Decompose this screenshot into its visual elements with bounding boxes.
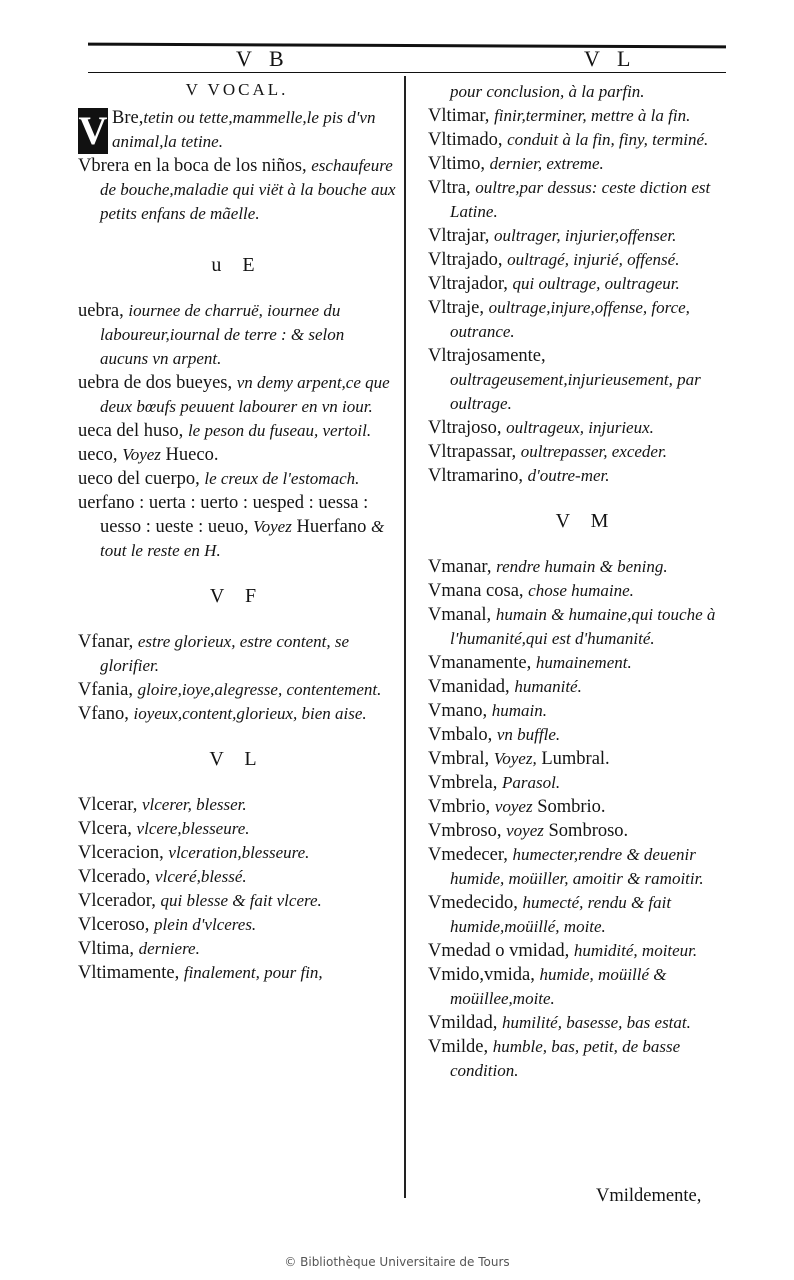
definition: ioyeux,content,glorieux, bien aise.	[133, 704, 367, 723]
dictionary-entry	[428, 440, 744, 464]
running-head-left: V B	[236, 46, 290, 71]
vl-entries-right	[428, 104, 744, 488]
copyright-footer: © Bibliothèque Universitaire de Tours	[284, 1255, 510, 1269]
headword: Vlceroso,	[78, 915, 150, 935]
headword: Vltrajado,	[428, 250, 503, 270]
definition: vlceré,blessé.	[155, 867, 247, 886]
entry-vbrera	[78, 154, 396, 226]
headword: Vmedad o vmidad,	[428, 941, 570, 961]
dictionary-entry	[78, 817, 396, 841]
dictionary-entry	[428, 128, 744, 152]
definition: estre glorieux, estre content, se glorifier.	[100, 632, 350, 675]
dictionary-entry	[428, 152, 744, 176]
section-heading-vf: V F	[209, 585, 265, 607]
definition: humide, moüillé & moüillee,moite.	[450, 965, 667, 1008]
headword: Vltrajar,	[428, 226, 490, 246]
headword: Vltra,	[428, 178, 471, 198]
dictionary-entry	[78, 793, 396, 817]
definition: gloire,ioye,alegresse, contentement.	[137, 680, 382, 699]
headword: Vmanamente,	[428, 653, 532, 673]
headword: Vmbrio,	[428, 797, 491, 817]
dictionary-entry	[428, 176, 744, 224]
running-head-right: V L	[584, 46, 637, 71]
headword: Vltraje,	[428, 298, 484, 318]
definition: finir,terminer, mettre à la fin.	[494, 106, 691, 125]
dictionary-entry	[78, 299, 396, 371]
headword: Vltimar,	[428, 106, 490, 126]
definition: voyez	[494, 797, 533, 816]
headword: Vlceracion,	[78, 843, 164, 863]
definition: oultrepasser, exceder.	[520, 442, 667, 461]
dictionary-entry	[78, 841, 396, 865]
headword: Vltrajoso,	[428, 418, 502, 438]
headword: Vmana cosa,	[428, 581, 524, 601]
headword: Vmedecer,	[428, 845, 508, 865]
vf-entries	[78, 630, 396, 726]
definition: oultrageux, injurieux.	[506, 418, 654, 437]
dictionary-entry	[428, 272, 744, 296]
definition: tetin ou tette,mammelle,le pis d'vn animal,la tetine.	[112, 108, 376, 151]
definition: d'outre-mer.	[527, 466, 610, 485]
definition: voyez	[506, 821, 544, 840]
definition: oultrageusement,injurieusement, par oultrage.	[450, 370, 701, 413]
definition: oultrager, injurier,offenser.	[494, 226, 677, 245]
catchword: Vmildemente,	[596, 1186, 702, 1206]
dictionary-entry	[78, 937, 396, 961]
headword: Vlcerar,	[78, 795, 138, 815]
dictionary-entry	[78, 702, 396, 726]
continuation-line	[428, 80, 744, 104]
definition: le creux de l'estomach.	[204, 469, 360, 488]
headword: uebra de dos bueyes,	[78, 373, 233, 393]
headword: Vmbroso,	[428, 821, 502, 841]
headword: Vmanidad,	[428, 677, 510, 697]
cross-reference: Lumbral.	[541, 749, 610, 769]
definition: humidité, moiteur.	[573, 941, 698, 960]
dictionary-entry	[428, 248, 744, 272]
dictionary-entry	[428, 675, 744, 699]
definition: qui blesse & fait vlcere.	[160, 891, 322, 910]
headword: Vfano,	[78, 704, 129, 724]
dictionary-entry	[428, 723, 744, 747]
headword: Vmanar,	[428, 557, 492, 577]
section-heading-ue: u E	[211, 254, 263, 276]
dictionary-entry	[428, 819, 744, 843]
headword: Vmildad,	[428, 1013, 498, 1033]
definition-extra: & tout le reste en H.	[100, 517, 385, 560]
section-heading-vl: V L	[209, 748, 265, 770]
definition: oultre,par dessus: ceste diction est Latine.	[450, 178, 711, 221]
dictionary-entry	[428, 795, 744, 819]
definition: humecter,rendre & deuenir humide, moüiller, amoitir & ramoitir.	[450, 845, 704, 888]
headword: Vmbrela,	[428, 773, 498, 793]
dictionary-entry	[428, 603, 744, 651]
headword: Vlcerador,	[78, 891, 156, 911]
definition: qui oultrage, oultrageur.	[512, 274, 680, 293]
definition: vlcerer, blesser.	[141, 795, 247, 814]
dictionary-entry	[78, 678, 396, 702]
definition: finalement, pour fin,	[183, 963, 323, 982]
dictionary-entry	[428, 344, 744, 416]
left-column	[78, 80, 396, 985]
definition: vlcere,blesseure.	[136, 819, 250, 838]
headword: Vltimamente,	[78, 963, 180, 983]
definition: pour conclusion, à la parfin.	[450, 82, 645, 101]
definition: Voyez	[122, 445, 161, 464]
dictionary-entry	[428, 1011, 744, 1035]
headword: Vlcerado,	[78, 867, 151, 887]
dictionary-entry	[428, 843, 744, 891]
definition: humble, bas, petit, de basse condition.	[450, 1037, 681, 1080]
definition: Voyez	[253, 517, 292, 536]
dictionary-entry	[428, 963, 744, 1011]
definition: humain.	[491, 701, 547, 720]
definition: Voyez,	[493, 749, 537, 768]
dictionary-entry	[428, 651, 744, 675]
dictionary-entry	[78, 371, 396, 419]
headword: ueco,	[78, 445, 118, 465]
definition: vn buffle.	[496, 725, 561, 744]
headword: Vbrera en la boca de los niños,	[78, 156, 307, 176]
dictionary-entry	[428, 1035, 744, 1083]
headword: Vltima,	[78, 939, 135, 959]
definition: dernier, extreme.	[489, 154, 604, 173]
dictionary-entry	[78, 443, 396, 467]
dictionary-entry	[428, 891, 744, 939]
dictionary-entry	[428, 464, 744, 488]
entry-vbre	[78, 106, 396, 154]
definition: humanité.	[514, 677, 582, 696]
dictionary-entry	[428, 939, 744, 963]
section-heading-v-vocal: V VOCAL.	[185, 80, 289, 99]
headword: Vfania,	[78, 680, 133, 700]
headword: Vltrajosamente,	[428, 346, 546, 366]
definition: Parasol.	[501, 773, 561, 792]
headword: uebra,	[78, 301, 124, 321]
headword: ueco del cuerpo,	[78, 469, 200, 489]
dictionary-entry	[428, 296, 744, 344]
headword: Vmido,vmida,	[428, 965, 535, 985]
headword: Vltramarino,	[428, 466, 524, 486]
headword: Vltrapassar,	[428, 442, 517, 462]
dictionary-entry	[428, 104, 744, 128]
definition: humecté, rendu & fait humide,moüillé, moite.	[450, 893, 672, 936]
definition: humain & humaine,qui touche à l'humanité,qui est d'humanité.	[450, 605, 716, 648]
dictionary-entry	[78, 419, 396, 443]
definition: oultrage,injure,offense, force, outrance.	[450, 298, 690, 341]
column-divider	[404, 76, 406, 1198]
definition: oultragé, injurié, offensé.	[507, 250, 680, 269]
definition: chose humaine.	[528, 581, 634, 600]
dictionary-entry	[78, 467, 396, 491]
definition: humilité, basesse, bas estat.	[502, 1013, 691, 1032]
headword: Vlcera,	[78, 819, 132, 839]
dictionary-entry	[428, 747, 744, 771]
definition: humainement.	[535, 653, 632, 672]
cross-reference: Sombroso.	[548, 821, 629, 841]
dictionary-entry	[78, 865, 396, 889]
dictionary-entry	[428, 579, 744, 603]
headword: Vmilde,	[428, 1037, 489, 1057]
definition: vn demy arpent,ce que deux bœufs peuuent labourer en vn iour.	[100, 373, 390, 416]
dictionary-entry	[428, 699, 744, 723]
definition: plein d'vlceres.	[154, 915, 257, 934]
headword: Vfanar,	[78, 632, 134, 652]
dropcap-initial: V	[78, 108, 108, 153]
right-column	[428, 80, 744, 1083]
headword: Vmbalo,	[428, 725, 493, 745]
headword: uerfano : uerta : uerto : uesped : uessa : uesso : ueste : ueuo,	[78, 493, 369, 537]
definition: derniere.	[138, 939, 200, 958]
vm-entries	[428, 555, 744, 1083]
headword: Vmbral,	[428, 749, 490, 769]
dictionary-entry	[78, 889, 396, 913]
cross-reference: Huerfano	[296, 517, 367, 537]
headword: Vmano,	[428, 701, 488, 721]
cross-reference: Sombrio.	[537, 797, 606, 817]
header-rule-lower	[88, 72, 726, 73]
cross-reference: Hueco.	[165, 445, 219, 465]
definition: eschaufeure de bouche,maladie qui viët à la bouche aux petits enfans de mãelle.	[100, 156, 396, 223]
dictionary-entry	[428, 224, 744, 248]
headword: Vltimado,	[428, 130, 503, 150]
headword: Vmanal,	[428, 605, 492, 625]
dictionary-entry	[78, 913, 396, 937]
dictionary-entry	[78, 630, 396, 678]
headword: ueca del huso,	[78, 421, 184, 441]
headword: Bre,	[112, 108, 144, 128]
definition: conduit à la fin, finy, terminé.	[507, 130, 709, 149]
dictionary-entry	[428, 416, 744, 440]
definition: vlceration,blesseure.	[168, 843, 310, 862]
definition: rendre humain & bening.	[496, 557, 668, 576]
dictionary-entry	[78, 491, 396, 563]
dictionary-entry	[78, 961, 396, 985]
vl-entries-left	[78, 793, 396, 985]
definition: le peson du fuseau, vertoil.	[187, 421, 372, 440]
dictionary-entry	[428, 771, 744, 795]
dictionary-entry	[428, 555, 744, 579]
ue-entries	[78, 299, 396, 563]
definition: iournee de charruë, iournee du laboureur,iournal de terre : & selon aucuns vn arpent.	[100, 301, 345, 368]
headword: Vltimo,	[428, 154, 486, 174]
section-heading-vm: V M	[555, 510, 617, 532]
headword: Vmedecido,	[428, 893, 518, 913]
headword: Vltrajador,	[428, 274, 508, 294]
